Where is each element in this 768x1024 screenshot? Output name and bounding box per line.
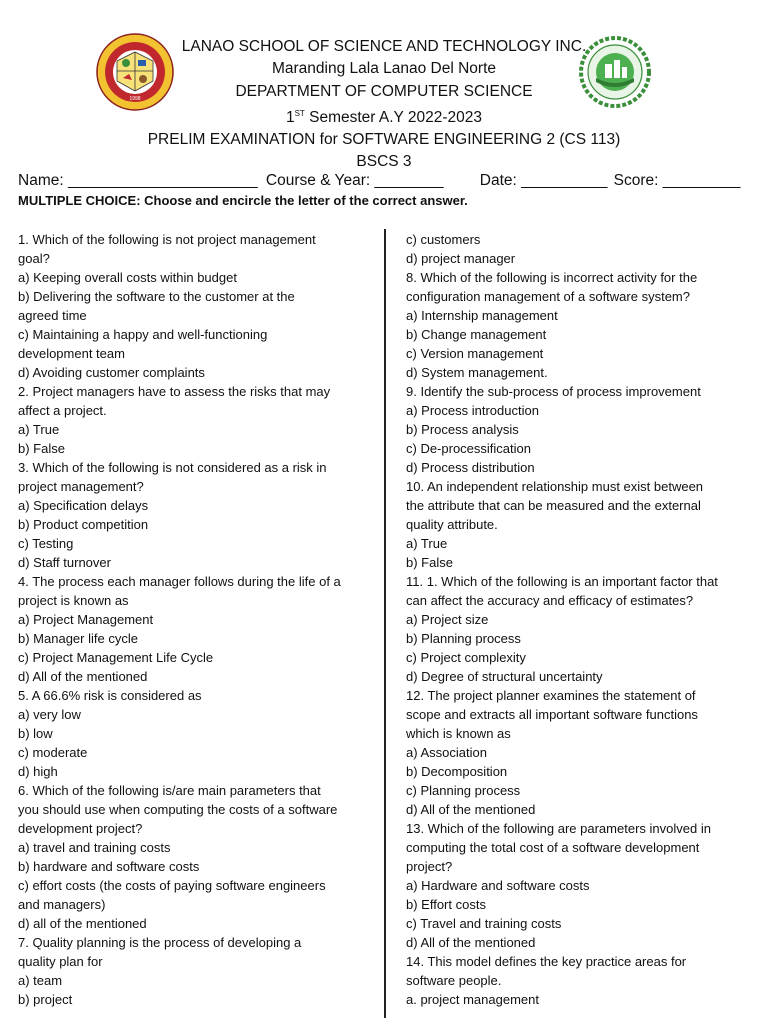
name-field[interactable]: Name: ______________________ [18,172,258,189]
section-label: BSCS 3 [356,153,412,171]
exam-text-line: a) True [18,422,60,437]
exam-text-line: c) customers [406,232,481,247]
exam-text-line: d) project manager [406,251,516,266]
exam-text-line: d) Process distribution [406,460,535,475]
exam-text-line: d) Staff turnover [18,555,111,570]
student-info-line [18,171,758,191]
exam-text-line: d) All of the mentioned [406,802,536,817]
exam-text-line: d) all of the mentioned [18,916,147,931]
exam-text-line: d) System management. [406,365,548,380]
exam-text-line: a) Project size [406,612,489,627]
exam-text-line: c) Maintaining a happy and well-functioning [18,327,268,342]
exam-text-line: quality plan for [18,954,103,969]
exam-text-line: d) Avoiding customer complaints [18,365,205,380]
exam-text-line: c) effort costs (the costs of paying software engineers [18,878,326,893]
left-question-column [18,230,368,1009]
exam-text-line: a) Specification delays [18,498,149,513]
exam-header [0,36,768,174]
school-address: Maranding Lala Lanao Del Norte [271,60,497,78]
exam-text-line: 14. This model defines the key practice areas for [406,954,687,969]
exam-text-line: c) Planning process [406,783,521,798]
exam-text-line: 13. Which of the following are parameters involved in [406,821,711,836]
exam-text-line: 6. Which of the following is/are main parameters that [18,783,321,798]
exam-text-line: affect a project. [18,403,107,418]
exam-text-line: c) Testing [18,536,74,551]
exam-text-line: project management? [18,479,144,494]
exam-text-line: a) Association [406,745,487,760]
exam-text-line: and managers) [18,897,106,912]
exam-text-line: development team [18,346,125,361]
exam-text-line: a) very low [18,707,81,722]
exam-text-line: can affect the accuracy and efficacy of estimates? [406,593,694,608]
exam-text-line: b) Product competition [18,517,149,532]
exam-text-line: development project? [18,821,143,836]
exam-text-line: the attribute that can be measured and the external [406,498,701,513]
seal-year: 1998 [129,96,141,102]
semester-line [0,103,768,129]
exam-text-line: quality attribute. [406,517,498,532]
course-year-field[interactable]: Course & Year: ________ [265,172,444,189]
school-name: LANAO SCHOOL OF SCIENCE AND TECHNOLOGY INC. [181,38,587,55]
exam-text-line: 1. Which of the following is not project management [18,232,316,247]
exam-text-line: 12. The project planner examines the statement of [406,688,696,703]
exam-text-line: b) Effort costs [406,897,486,912]
exam-text-line: d) high [18,764,58,779]
exam-text-line: 10. An independent relationship must exist between [406,479,704,494]
exam-text-line: b) Delivering the software to the customer at the [18,289,295,304]
exam-text-line: c) Project complexity [406,650,526,665]
exam-text-line: b) False [18,441,65,456]
exam-text-line: a) Process introduction [406,403,539,418]
exam-text-line: a) Hardware and software costs [406,878,590,893]
exam-text-line: a) team [18,973,63,988]
exam-text-line: configuration management of a software system? [406,289,690,304]
column-divider [384,229,386,1018]
exam-text-line: c) Version management [406,346,544,361]
exam-text-line: computing the total cost of a software development [406,840,700,855]
exam-text-line: b) Change management [406,327,547,342]
exam-text-line: 5. A 66.6% risk is considered as [18,688,202,703]
exam-text-line: which is known as [406,726,511,741]
exam-text-line: d) All of the mentioned [18,669,148,684]
exam-text-line: a) Project Management [18,612,154,627]
exam-text-line: 9. Identify the sub-process of process improvement [406,384,701,399]
exam-text-line: a) Keeping overall costs within budget [18,270,237,285]
exam-text-line: d) Degree of structural uncertainty [406,669,603,684]
exam-text-line: 2. Project managers have to assess the risks that may [18,384,331,399]
exam-text-line: a) True [406,536,448,551]
exam-text-line: 4. The process each manager follows during the life of a [18,574,341,589]
exam-text-line: b) Planning process [406,631,521,646]
exam-text-line: project? [406,859,453,874]
semester-superscript: ST [294,108,305,118]
exam-text-line: a) Internship management [406,308,558,323]
department-name: DEPARTMENT OF COMPUTER SCIENCE [235,82,533,100]
right-question-column [406,230,756,1009]
exam-text-line: a. project management [406,992,539,1007]
exam-text-line: b) Decomposition [406,764,508,779]
exam-text-line: goal? [18,251,50,266]
exam-text-line: agreed time [18,308,87,323]
exam-text-line: b) Manager life cycle [18,631,138,646]
exam-text-line: d) All of the mentioned [406,935,536,950]
exam-text-line: 8. Which of the following is incorrect activity for the [406,270,698,285]
exam-text-line: you should use when computing the costs of a software [18,802,338,817]
exam-title: PRELIM EXAMINATION for SOFTWARE ENGINEERING 2 (CS 113) [147,131,621,149]
semester-text: Semester A.Y 2022-2023 [304,108,483,126]
exam-text-line: 7. Quality planning is the process of developing a [18,935,302,950]
exam-text-line: b) hardware and software costs [18,859,200,874]
exam-text-line: b) project [18,992,73,1007]
exam-text-line: b) False [406,555,453,570]
exam-text-line: software people. [406,973,502,988]
date-field[interactable]: Date: __________ [479,172,608,189]
exam-text-line: c) moderate [18,745,88,760]
exam-text-line: c) De-processification [406,441,531,456]
exam-text-line: c) Travel and training costs [406,916,562,931]
exam-text-line: b) low [18,726,53,741]
score-field[interactable]: Score: _________ [613,172,741,189]
instructions: MULTIPLE CHOICE: Choose and encircle the letter of the correct answer. [18,193,468,208]
exam-text-line: 11. 1. Which of the following is an important factor that [406,574,718,589]
exam-text-line: scope and extracts all important software functions [406,707,698,722]
exam-text-line: a) travel and training costs [18,840,171,855]
exam-text-line: c) Project Management Life Cycle [18,650,214,665]
exam-text-line: b) Process analysis [406,422,519,437]
exam-text-line: 3. Which of the following is not considered as a risk in [18,460,327,475]
semester-number: 1 [285,108,295,126]
exam-text-line: project is known as [18,593,129,608]
